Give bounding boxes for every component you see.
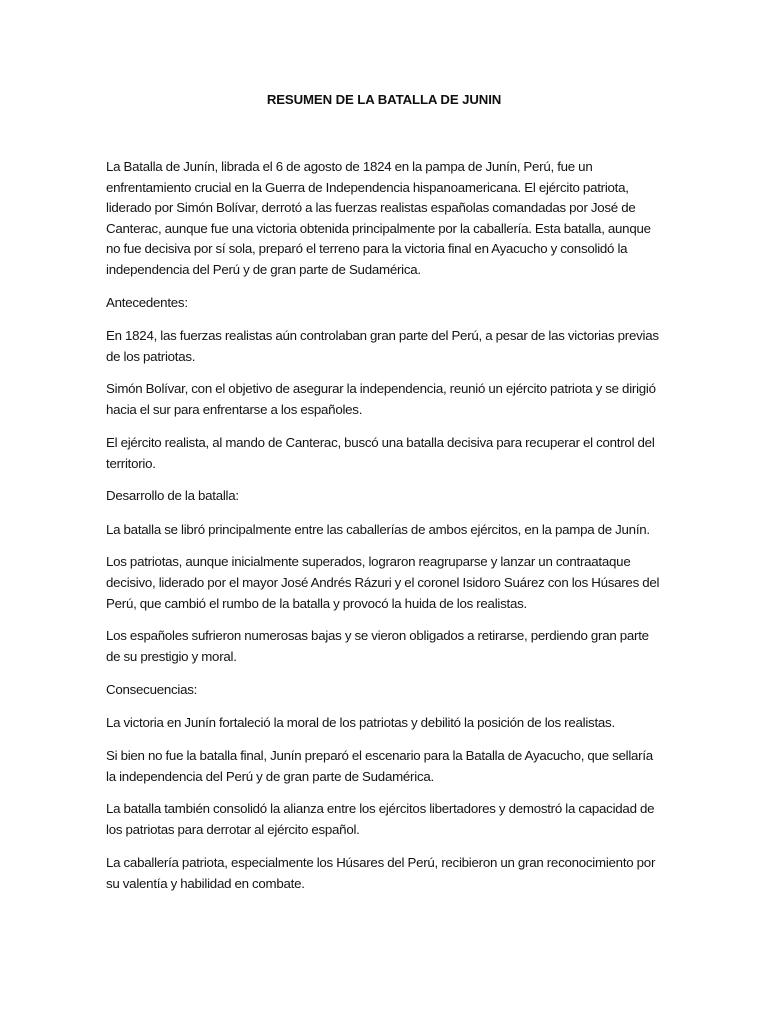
paragraph: Los patriotas, aunque inicialmente superados, lograron reagruparse y lanzar un contraataque decisivo, liderado por el mayor José Andrés Rázuri y el coronel Isidoro Suárez con los Húsares del Perú, que cambió el rumbo de la batalla y provocó la huida de los realistas.: [106, 554, 660, 611]
document-body: [106, 157, 666, 906]
section-heading-consecuencias: Consecuencias:: [106, 681, 198, 697]
paragraph: Los españoles sufrieron numerosas bajas y se vieron obligados a retirarse, perdiendo gran parte de su prestigio y moral.: [106, 628, 649, 665]
paragraph: El ejército realista, al mando de Canterac, buscó una batalla decisiva para recuperar el control del territorio.: [106, 434, 655, 471]
paragraph: En 1824, las fuerzas realistas aún controlaban gran parte del Perú, a pesar de las victorias previas de los patriotas.: [106, 327, 659, 364]
paragraph: La caballería patriota, especialmente los Húsares del Perú, recibieron un gran reconocimiento por su valentía y habilidad en combate.: [106, 854, 656, 891]
paragraph: Si bien no fue la batalla final, Junín preparó el escenario para la Batalla de Ayacucho, que sellaría la independencia del Perú y de gran parte de Sudamérica.: [106, 747, 653, 784]
paragraph: La batalla también consolidó la alianza entre los ejércitos libertadores y demostró la capacidad de los patriotas para derrotar al ejército español.: [106, 801, 655, 838]
intro-paragraph: La Batalla de Junín, librada el 6 de agosto de 1824 en la pampa de Junín, Perú, fue un enfrentamiento crucial en la Guerra de Independencia hispanoamericana. El ejército patriota, liderado por Simón Bolívar, derrotó a las fuerzas realistas españolas comandadas por José de Canterac, aunque fue una victoria obtenida principalmente por la caballería. Esta batalla, aunque no fue decisiva por sí sola, preparó el terreno para la victoria final en Ayacucho y consolidó la independencia del Perú y de gran parte de Sudamérica.: [106, 159, 651, 277]
paragraph: La victoria en Junín fortaleció la moral de los patriotas y debilitó la posición de los realistas.: [106, 715, 615, 731]
section-heading-desarrollo: Desarrollo de la batalla:: [106, 488, 239, 504]
document-title: RESUMEN DE LA BATALLA DE JUNIN: [266, 92, 502, 107]
paragraph: Simón Bolívar, con el objetivo de asegurar la independencia, reunió un ejército patriota y se dirigió hacia el sur para enfrentarse a los españoles.: [106, 381, 656, 418]
section-heading-antecedentes: Antecedentes:: [106, 294, 188, 310]
paragraph: La batalla se libró principalmente entre las caballerías de ambos ejércitos, en la pampa de Junín.: [106, 521, 650, 537]
